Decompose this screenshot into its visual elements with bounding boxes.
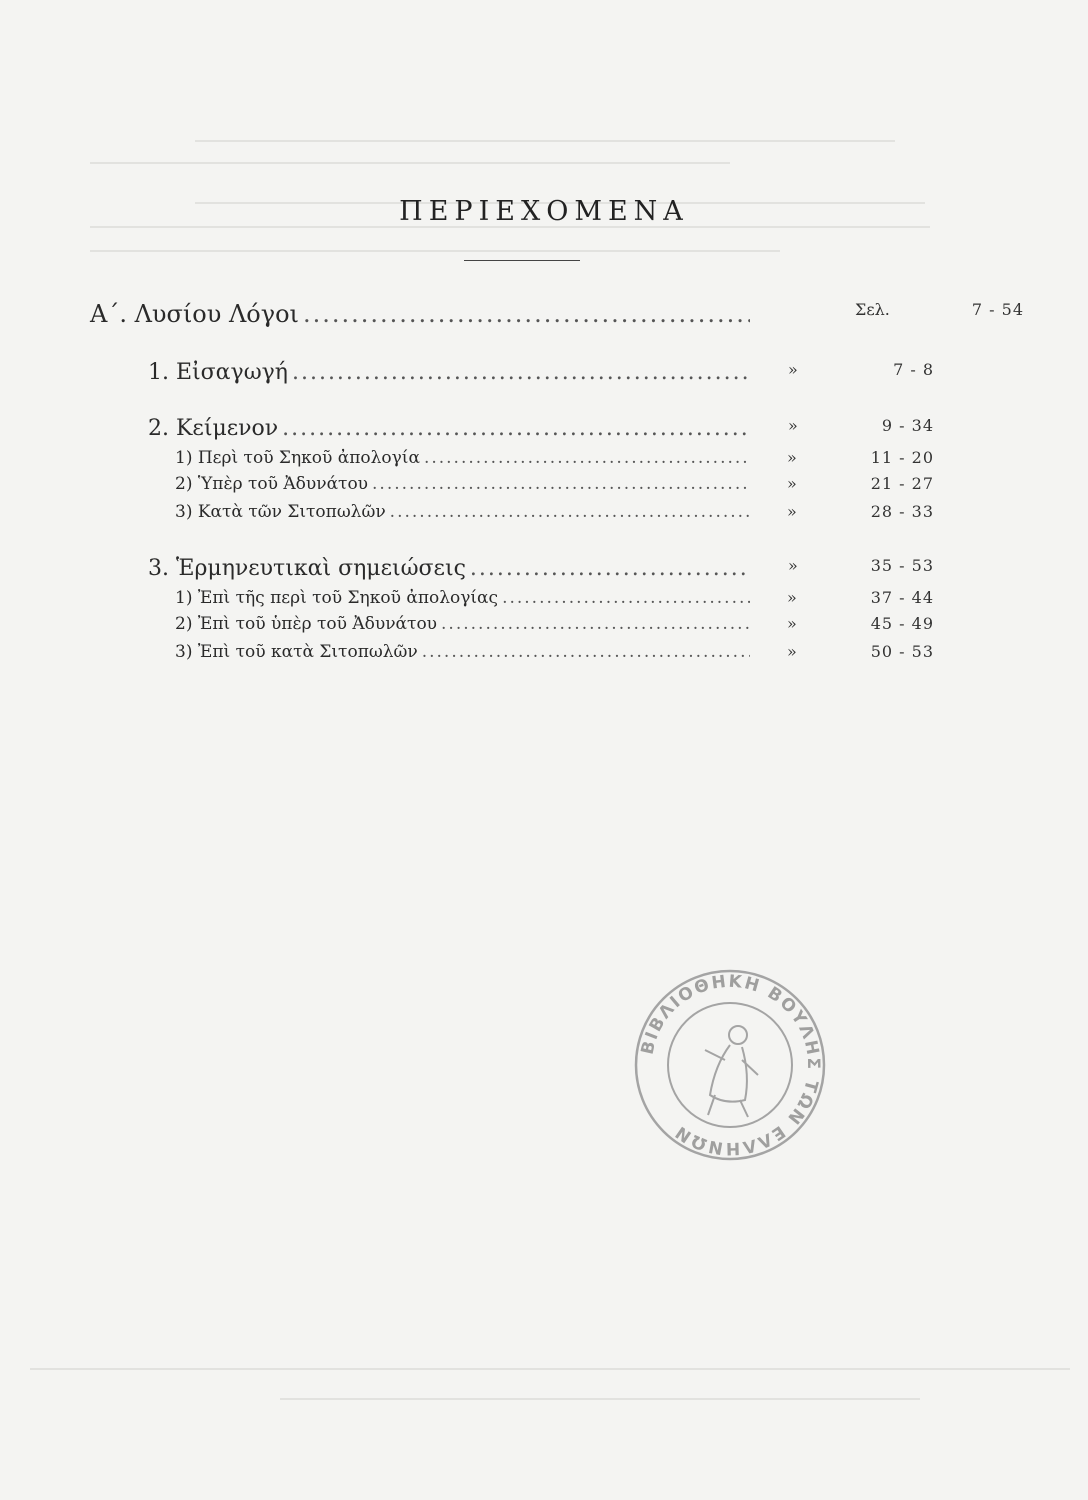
toc-entry-pages: 35 - 53 xyxy=(870,556,934,575)
stamp-lettering: ΒΙΒΛΙΟΘΗΚΗ ΒΟΥΛΗΣ ΤΩΝ ΕΛΛΗΝΩΝ xyxy=(637,971,824,1159)
toc-entry-pages: 45 - 49 xyxy=(870,614,934,633)
toc-entry xyxy=(148,416,934,441)
toc-entry-pages: 21 - 27 xyxy=(870,474,934,493)
toc-entry xyxy=(175,502,934,522)
toc-entry xyxy=(148,556,934,581)
leader-dots xyxy=(424,448,750,468)
toc-entry-label: Α΄. Λυσίου Λόγοι xyxy=(90,300,299,328)
toc-entry-label: 1) Ἐπὶ τῆς περὶ τοῦ Σηκοῦ ἀπολογίας xyxy=(175,588,499,608)
toc-entry xyxy=(175,588,934,608)
toc-entry-label: 1. Εἰσαγωγή xyxy=(148,360,288,385)
toc-entry-label: 2. Κείμενον xyxy=(148,416,279,441)
toc-entry-pages: 7 - 54 xyxy=(971,300,1024,319)
toc-entry-pages: 37 - 44 xyxy=(870,588,934,607)
toc-entry xyxy=(175,614,934,634)
toc-entry-label: 3. Ἑρμηνευτικαὶ σημειώσεις xyxy=(148,556,466,581)
stamp-figure-icon xyxy=(705,1026,758,1117)
toc-entry-label: 3) Κατὰ τῶν Σιτοπωλῶν xyxy=(175,502,386,522)
toc-entry xyxy=(175,474,934,494)
toc-entry-marker: » xyxy=(787,448,797,467)
toc-entry-pages: 50 - 53 xyxy=(870,642,934,661)
toc-entry-label: 2) Ὑπὲρ τοῦ Ἀδυνάτου xyxy=(175,474,369,494)
leader-dots xyxy=(470,556,750,581)
toc-entry-marker: » xyxy=(787,614,797,633)
toc-entry-marker: » xyxy=(787,474,797,493)
page-title: ΠΕΡΙΕΧΟΜΕΝΑ xyxy=(399,196,689,227)
toc-entry-pages: 9 - 34 xyxy=(881,416,934,435)
svg-text:ΒΙΒΛΙΟΘΗΚΗ ΒΟΥΛΗΣ ΤΩΝ ΕΛΛΗΝΩΝ xyxy=(638,972,823,1158)
leader-dots xyxy=(282,416,750,441)
leader-dots xyxy=(303,300,750,328)
leader-dots xyxy=(441,614,750,634)
toc-entry xyxy=(148,360,934,385)
leader-dots xyxy=(422,642,750,662)
toc-entry-marker: » xyxy=(788,416,798,435)
toc-entry-label: 2) Ἐπὶ τοῦ ὑπὲρ τοῦ Ἀδυνάτου xyxy=(175,614,438,634)
toc-entry xyxy=(175,448,934,468)
toc-entry-pages: 7 - 8 xyxy=(893,360,934,379)
toc-entry-marker: » xyxy=(787,502,797,521)
toc-entry-pages: 28 - 33 xyxy=(870,502,934,521)
toc-entry-marker: » xyxy=(788,360,798,379)
toc-entry-label: 3) Ἐπὶ τοῦ κατὰ Σιτοπωλῶν xyxy=(175,642,418,662)
toc-entry-label: 1) Περὶ τοῦ Σηκοῦ ἀπολογία xyxy=(175,448,420,468)
toc-entry-marker: Σελ. xyxy=(855,300,890,319)
toc-entry-pages: 11 - 20 xyxy=(870,448,934,467)
leader-dots xyxy=(292,360,750,385)
toc-entry-marker: » xyxy=(787,642,797,661)
toc-entry-marker: » xyxy=(787,588,797,607)
toc-entry-marker: » xyxy=(788,556,798,575)
toc-entry xyxy=(90,300,1024,328)
library-stamp xyxy=(630,965,830,1165)
toc-entry xyxy=(175,642,934,662)
leader-dots xyxy=(502,588,750,608)
leader-dots xyxy=(372,474,750,494)
leader-dots xyxy=(390,502,750,522)
